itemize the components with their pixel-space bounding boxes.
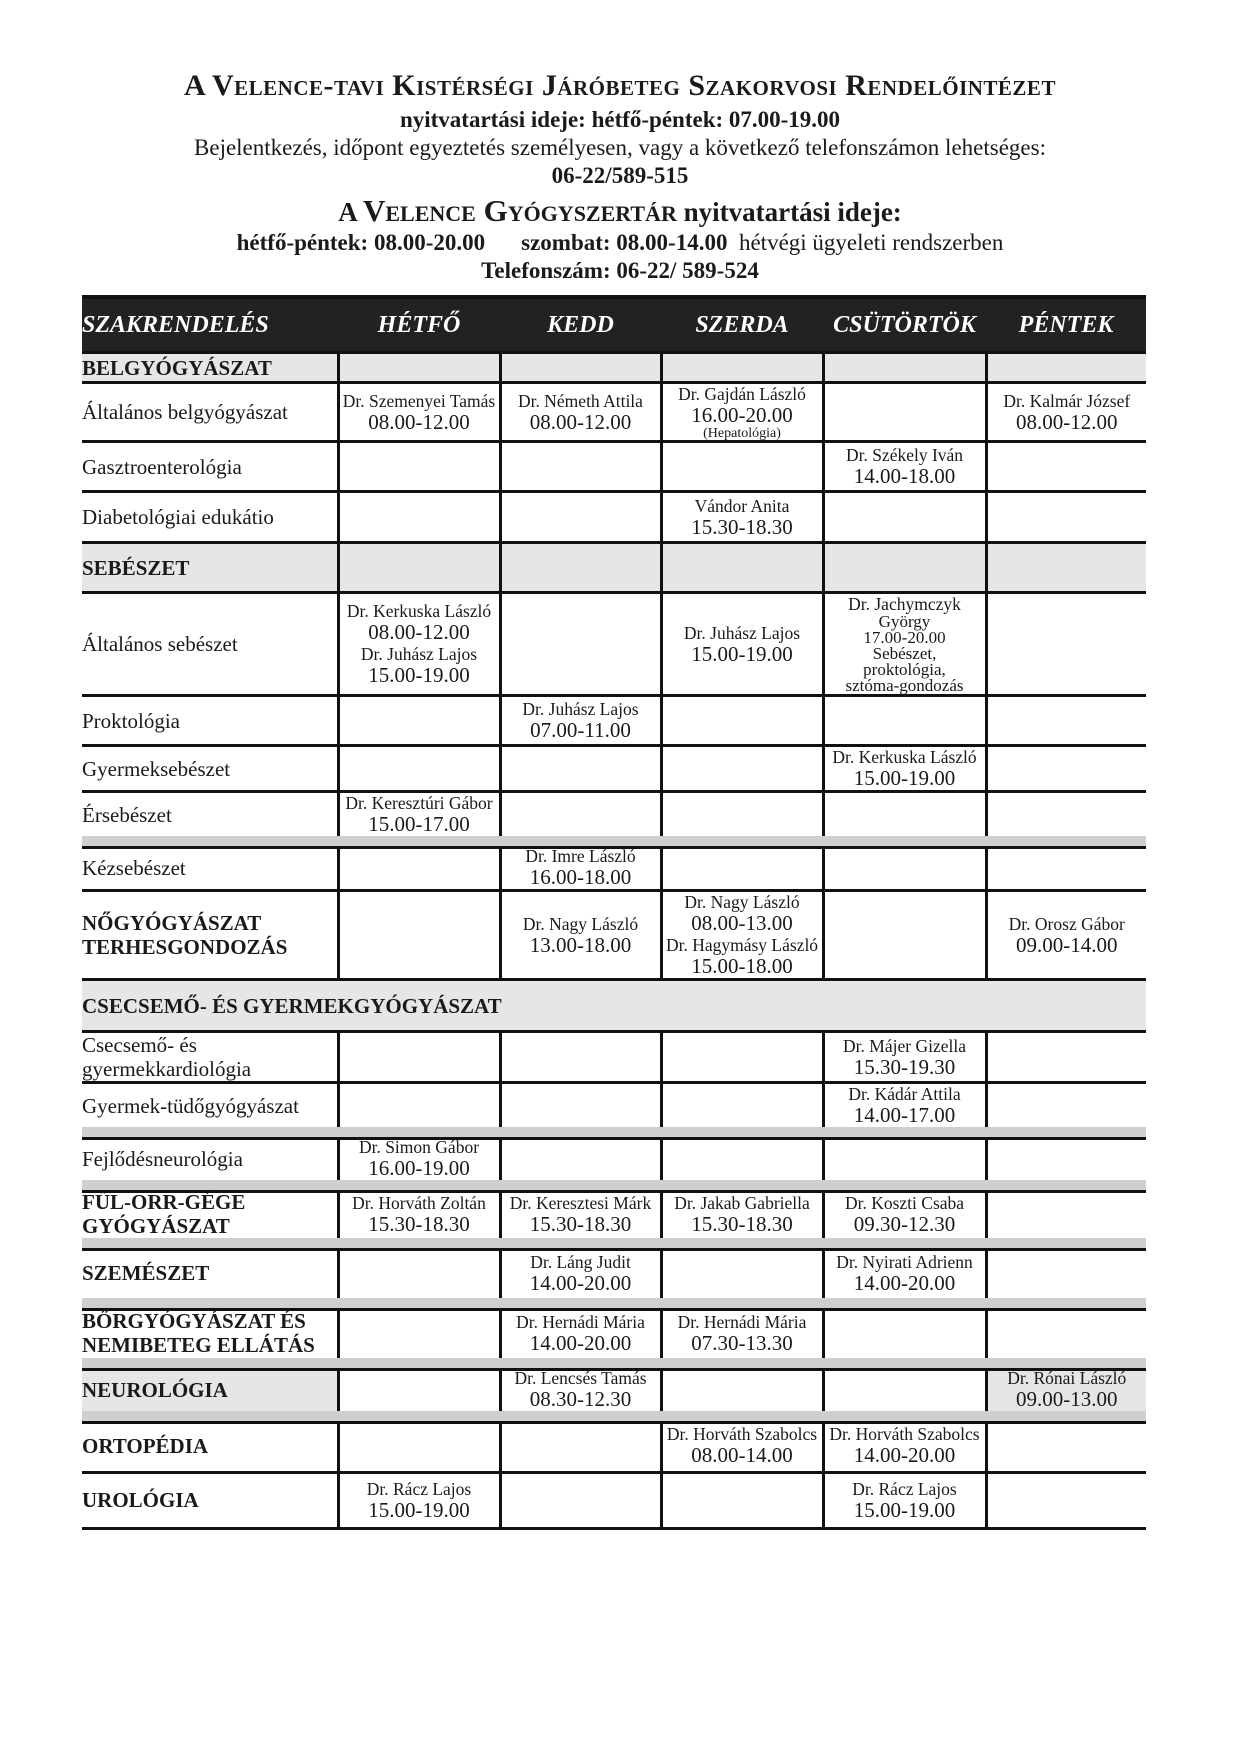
schedule-cell — [986, 353, 1146, 383]
schedule-cell — [823, 1132, 986, 1185]
doctor-name: Dr. Jakab Gabriella — [674, 1192, 810, 1213]
schedule-cell — [661, 792, 823, 842]
schedule-cell — [986, 442, 1146, 492]
schedule-cell — [823, 891, 986, 980]
time-slot: 08.00-13.00 — [691, 911, 793, 935]
schedule-cell — [338, 1243, 500, 1303]
table-row — [82, 1132, 1146, 1185]
schedule-cell — [661, 841, 823, 891]
schedule-cell — [500, 1303, 661, 1363]
specialty-label: Diabetológiai edukátio — [82, 492, 338, 543]
schedule-table — [82, 295, 1146, 1530]
table-row — [82, 1363, 1146, 1416]
schedule-cell — [986, 1132, 1146, 1185]
specialty-label: CSECSEMŐ- ÉS GYERMEKGYÓGYÁSZAT — [82, 980, 1146, 1032]
schedule-cell — [661, 1243, 823, 1303]
cell-note: (Hepatológia) — [703, 426, 781, 441]
pharmacy-name: Velence Gyógyszertár — [362, 193, 677, 228]
specialty-label: SZEMÉSZET — [82, 1243, 338, 1303]
specialty-label: Gasztroenterológia — [82, 442, 338, 492]
schedule-cell — [661, 1472, 823, 1528]
schedule-cell — [986, 1303, 1146, 1363]
schedule-cell — [661, 442, 823, 492]
doctor-name: Dr. Nagy László — [522, 913, 639, 934]
time-slot: 14.00-18.00 — [853, 464, 956, 488]
specialty-label: FÜL-ORR-GÉGE GYÓGYÁSZAT — [82, 1185, 338, 1243]
schedule-cell — [338, 841, 500, 891]
time-slot: 13.00-18.00 — [529, 932, 632, 957]
schedule-cell — [338, 383, 500, 442]
time-slot: 14.00-20.00 — [529, 1270, 632, 1295]
doctor-name: Dr. Lencsés Tamás — [514, 1368, 647, 1388]
schedule-cell — [338, 1416, 500, 1472]
doctor-name: Dr. Kerkuska László — [832, 747, 977, 767]
schedule-cell — [500, 383, 661, 442]
schedule-cell — [500, 1185, 661, 1243]
specialty-label: Érsebészet — [82, 792, 338, 842]
schedule-cell — [500, 1032, 661, 1083]
cell-note: proktológia, — [863, 660, 946, 679]
time-slot: 14.00-20.00 — [853, 1270, 956, 1295]
time-slot: 08.00-12.00 — [368, 620, 470, 644]
doctor-name: Dr. Horváth Zoltán — [352, 1192, 486, 1213]
schedule-cell — [661, 353, 823, 383]
specialty-label: NŐGYÓGYÁSZAT TERHESGONDOZÁS — [82, 891, 338, 980]
specialty-label: Fejlődésneurológia — [82, 1132, 338, 1185]
table-row — [82, 891, 1146, 980]
doctor-name: Dr. Imre László — [525, 846, 636, 866]
schedule-cell — [823, 1303, 986, 1363]
doctor-name: Dr. Jachymczyk — [848, 594, 961, 614]
doctor-name: Dr. Kerkuska László — [346, 601, 492, 621]
pharmacy-weekday: hétfő-péntek: 08.00-20.00 — [236, 230, 486, 255]
column-header: KEDD — [500, 297, 661, 353]
schedule-cell — [823, 492, 986, 543]
time-slot: 15.00-19.00 — [853, 1497, 956, 1522]
table-row — [82, 792, 1146, 842]
schedule-cell — [986, 1363, 1146, 1416]
schedule-cell — [823, 1032, 986, 1083]
schedule-cell — [500, 746, 661, 792]
schedule-cell — [338, 792, 500, 842]
schedule-cell — [338, 1083, 500, 1133]
schedule-cell — [500, 1363, 661, 1416]
time-slot: 14.00-20.00 — [853, 1443, 956, 1468]
schedule-cell — [500, 1083, 661, 1133]
schedule-cell — [823, 442, 986, 492]
time-slot: 08.00-12.00 — [1016, 409, 1118, 434]
pharmacy-title — [0, 194, 1240, 229]
doctor-name: Dr. Rácz Lajos — [366, 1478, 472, 1499]
time-slot: 16.00-18.00 — [529, 865, 632, 889]
table-row — [82, 1185, 1146, 1243]
doctor-name: Dr. Nyirati Adrienn — [836, 1251, 973, 1272]
schedule-cell — [823, 543, 986, 593]
table-row — [82, 841, 1146, 891]
schedule-cell — [500, 1243, 661, 1303]
specialty-label: NEUROLÓGIA — [82, 1363, 338, 1416]
doctor-name: Dr. Hernádi Mária — [516, 1311, 645, 1332]
table-row — [82, 980, 1146, 1032]
booking-info: Bejelentkezés, időpont egyeztetés személyesen, vagy a következő telefonszámon lehetséges: — [194, 135, 1046, 160]
schedule-cell — [661, 1132, 823, 1185]
specialty-label: Általános sebészet — [82, 593, 338, 696]
cell-note: Sebészet, — [872, 644, 937, 663]
schedule-cell — [823, 746, 986, 792]
table-row — [82, 1303, 1146, 1363]
doctor-name: Dr. Keresztesi Márk — [509, 1192, 652, 1213]
schedule-cell — [338, 746, 500, 792]
time-slot: 15.00-19.00 — [853, 766, 956, 790]
doctor-name: Vándor Anita — [694, 495, 790, 516]
time-slot: 07.30-13.30 — [691, 1330, 793, 1355]
schedule-cell — [986, 1243, 1146, 1303]
schedule-cell — [986, 696, 1146, 746]
opening-hours: nyitvatartási ideje: hétfő-péntek: 07.00-19.00 — [399, 107, 841, 132]
schedule-cell — [338, 1132, 500, 1185]
schedule-cell — [338, 353, 500, 383]
table-row — [82, 746, 1146, 792]
time-slot: 14.00-20.00 — [529, 1330, 632, 1355]
schedule-cell — [500, 353, 661, 383]
schedule-cell — [338, 593, 500, 696]
pharmacy-phone: Telefonszám: 06-22/ 589-524 — [481, 258, 759, 283]
doctor-name: Dr. Kalmár József — [1003, 390, 1131, 411]
schedule-cell — [986, 383, 1146, 442]
table-row — [82, 383, 1146, 442]
schedule-cell — [986, 841, 1146, 891]
schedule-cell — [823, 792, 986, 842]
specialty-label: BŐRGYÓGYÁSZAT ÉS NEMIBETEG ELLÁTÁS — [82, 1303, 338, 1363]
schedule-cell — [661, 593, 823, 696]
schedule-cell — [338, 696, 500, 746]
schedule-cell — [500, 1472, 661, 1528]
specialty-label: Proktológia — [82, 696, 338, 746]
table-header-row — [82, 297, 1146, 353]
time-slot: 15.30-18.30 — [368, 1211, 470, 1236]
doctor-name: Dr. Horváth Szabolcs — [829, 1424, 980, 1445]
column-header: PÉNTEK — [986, 297, 1146, 353]
specialty-label: Csecsemő- és gyermekkardiológia — [82, 1032, 338, 1083]
schedule-cell — [823, 383, 986, 442]
time-slot: 08.00-12.00 — [529, 409, 632, 434]
schedule-cell — [823, 1363, 986, 1416]
specialty-label: Gyermek-tüdőgyógyászat — [82, 1083, 338, 1133]
schedule-cell — [661, 696, 823, 746]
schedule-cell — [823, 353, 986, 383]
schedule-cell — [986, 1416, 1146, 1472]
doctor-name: Dr. Nagy László — [684, 892, 800, 912]
table-row — [82, 353, 1146, 383]
schedule-cell — [500, 1132, 661, 1185]
doctor-name: Dr. Hagymásy László — [665, 935, 819, 955]
schedule-cell — [338, 442, 500, 492]
doctor-name: Dr. Rácz Lajos — [852, 1478, 957, 1499]
time-slot: 09.00-14.00 — [1016, 932, 1118, 957]
schedule-body — [82, 353, 1146, 1529]
schedule-cell — [500, 792, 661, 842]
booking-phone: 06-22/589-515 — [551, 163, 689, 188]
specialty-label: UROLÓGIA — [82, 1472, 338, 1528]
schedule-cell — [823, 696, 986, 746]
time-slot: 15.30-18.30 — [691, 514, 793, 539]
document-header — [0, 66, 1240, 285]
schedule-cell — [661, 1416, 823, 1472]
specialty-label: ORTOPÉDIA — [82, 1416, 338, 1472]
schedule-cell — [986, 492, 1146, 543]
doctor-name: Dr. Juhász Lajos — [683, 622, 801, 643]
schedule-cell — [986, 792, 1146, 842]
doctor-name: Dr. Keresztúri Gábor — [345, 793, 493, 813]
schedule-cell — [500, 696, 661, 746]
specialty-label: Kézsebészet — [82, 841, 338, 891]
schedule-cell — [338, 543, 500, 593]
schedule-cell — [338, 1185, 500, 1243]
doctor-name: Dr. Májer Gizella — [843, 1035, 966, 1056]
specialty-label: SEBÉSZET — [82, 543, 338, 593]
schedule-cell — [661, 1303, 823, 1363]
schedule-cell — [986, 543, 1146, 593]
column-header: SZAKRENDELÉS — [82, 297, 338, 353]
doctor-name: Dr. Rónai László — [1007, 1368, 1127, 1388]
table-row — [82, 1083, 1146, 1133]
schedule-cell — [986, 1185, 1146, 1243]
table-row — [82, 1243, 1146, 1303]
schedule-cell — [338, 1363, 500, 1416]
schedule-cell — [823, 841, 986, 891]
schedule-cell — [986, 746, 1146, 792]
doctor-name: Dr. Juhász Lajos — [360, 644, 478, 664]
schedule-cell — [500, 492, 661, 543]
schedule-cell — [986, 1083, 1146, 1133]
schedule-cell — [661, 543, 823, 593]
schedule-cell — [338, 1032, 500, 1083]
column-header: SZERDA — [661, 297, 823, 353]
time-slot: 16.00-19.00 — [368, 1156, 470, 1180]
schedule-cell — [986, 593, 1146, 696]
table-row — [82, 1472, 1146, 1528]
specialty-label: Gyermeksebészet — [82, 746, 338, 792]
schedule-cell — [661, 492, 823, 543]
time-slot: 15.00-19.00 — [368, 1497, 470, 1522]
specialty-label: BELGYÓGYÁSZAT — [82, 353, 338, 383]
column-header: CSÜTÖRTÖK — [823, 297, 986, 353]
doctor-name: Dr. Horváth Szabolcs — [666, 1424, 818, 1445]
schedule-cell — [500, 442, 661, 492]
schedule-cell — [823, 1243, 986, 1303]
time-slot: 07.00-11.00 — [530, 718, 631, 742]
time-slot: 16.00-20.00 — [691, 403, 793, 427]
doctor-name: Dr. Szemenyei Tamás — [342, 390, 496, 411]
time-slot: 09.00-13.00 — [1016, 1387, 1118, 1411]
schedule-cell — [500, 543, 661, 593]
time-slot: 15.00-19.00 — [691, 641, 793, 666]
schedule-cell — [986, 1032, 1146, 1083]
table-row — [82, 543, 1146, 593]
schedule-cell — [338, 492, 500, 543]
schedule-cell — [823, 1472, 986, 1528]
schedule-cell — [661, 383, 823, 442]
doctor-name: Dr. Simon Gábor — [358, 1137, 480, 1157]
schedule-cell — [823, 593, 986, 696]
specialty-label: Általános belgyógyászat — [82, 383, 338, 442]
pharmacy-weekend: hétvégi ügyeleti rendszerben — [738, 230, 1004, 255]
schedule-cell — [986, 891, 1146, 980]
schedule-cell — [500, 1416, 661, 1472]
schedule-cell — [823, 1185, 986, 1243]
pharmacy-saturday: szombat: 08.00-14.00 — [521, 230, 728, 255]
schedule-cell — [338, 1472, 500, 1528]
schedule-cell — [338, 891, 500, 980]
doctor-name: Dr. Koszti Csaba — [844, 1192, 965, 1213]
time-slot: 08.30-12.30 — [529, 1387, 632, 1411]
time-slot: 08.00-14.00 — [691, 1443, 793, 1468]
schedule-cell — [823, 1416, 986, 1472]
doctor-name: Dr. Orosz Gábor — [1008, 913, 1125, 934]
time-slot: 17.00-20.00 — [863, 628, 946, 647]
time-slot: 14.00-17.00 — [853, 1103, 956, 1127]
doctor-name: Dr. Juhász Lajos — [522, 699, 639, 719]
doctor-name: Dr. Hernádi Mária — [677, 1311, 807, 1332]
time-slot: 15.00-18.00 — [691, 954, 793, 978]
table-row — [82, 1032, 1146, 1083]
time-slot: 15.00-17.00 — [368, 812, 470, 836]
time-slot: 08.00-12.00 — [368, 409, 470, 434]
cell-note: sztóma-gondozás — [845, 676, 964, 695]
table-row — [82, 593, 1146, 696]
doctor-name: Dr. Láng Judit — [530, 1251, 631, 1272]
column-header: HÉTFŐ — [338, 297, 500, 353]
table-row — [82, 1416, 1146, 1472]
time-slot: 15.30-18.30 — [529, 1211, 632, 1236]
table-row — [82, 492, 1146, 543]
schedule-cell — [661, 746, 823, 792]
doctor-name: Dr. Gajdán László — [678, 384, 806, 404]
time-slot: 09.30-12.30 — [853, 1211, 956, 1236]
schedule-cell — [661, 1083, 823, 1133]
schedule-cell — [500, 593, 661, 696]
schedule-cell — [823, 1083, 986, 1133]
schedule-cell — [661, 1185, 823, 1243]
doctor-name: Dr. Kádár Attila — [848, 1084, 961, 1104]
schedule-cell — [338, 1303, 500, 1363]
schedule-cell — [500, 891, 661, 980]
pharmacy-suffix: nyitvatartási ideje: — [676, 197, 902, 227]
schedule-cell — [661, 891, 823, 980]
schedule-cell — [661, 1363, 823, 1416]
time-slot: 15.30-19.30 — [853, 1054, 956, 1079]
time-slot: 15.00-19.00 — [368, 663, 470, 687]
cell-note: György — [878, 612, 931, 631]
doctor-name: Dr. Székely Iván — [845, 445, 964, 465]
table-row — [82, 442, 1146, 492]
table-row — [82, 696, 1146, 746]
pharmacy-hours — [0, 229, 1240, 257]
time-slot: 15.30-18.30 — [691, 1211, 793, 1236]
schedule-cell — [661, 1032, 823, 1083]
schedule-cell — [500, 841, 661, 891]
institution-title: A Velence-tavi Kistérségi Járóbeteg Szakorvosi Rendelőintézet — [184, 69, 1056, 102]
doctor-name: Dr. Németh Attila — [518, 390, 643, 411]
schedule-cell — [986, 1472, 1146, 1528]
pharmacy-prefix: A — [338, 197, 363, 227]
